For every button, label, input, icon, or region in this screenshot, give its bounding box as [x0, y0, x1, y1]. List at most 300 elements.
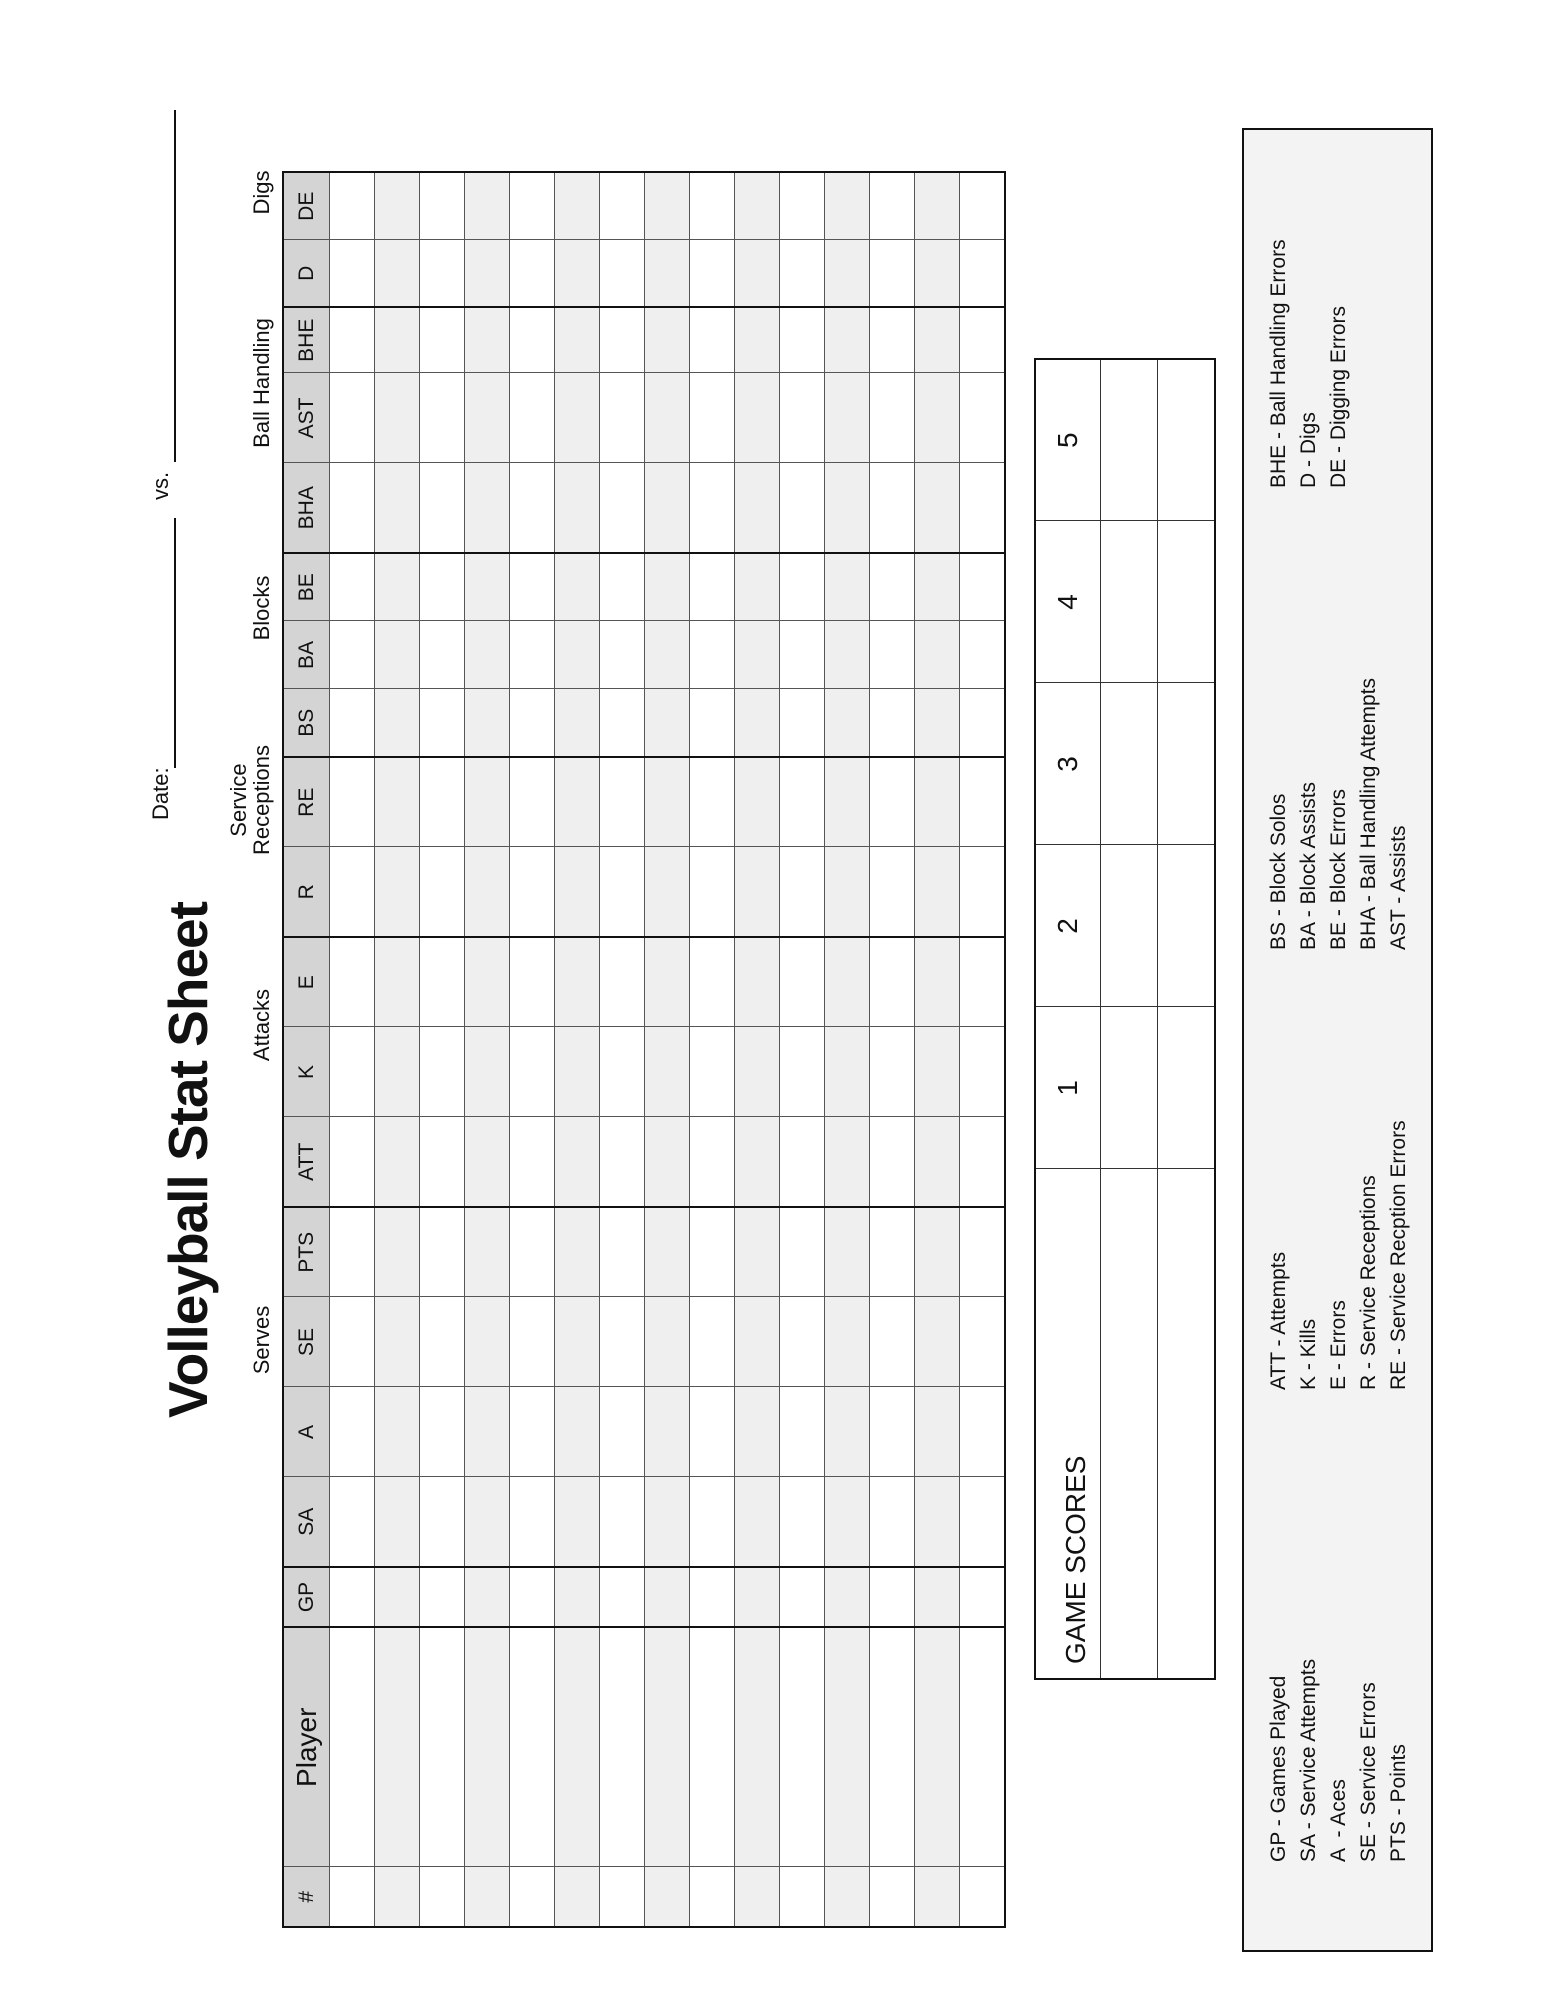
stat-cell[interactable] [555, 463, 600, 553]
stat-cell[interactable] [915, 1627, 960, 1867]
stat-cell[interactable] [870, 847, 915, 937]
stat-cell[interactable] [600, 553, 645, 621]
stat-cell[interactable] [555, 553, 600, 621]
stat-cell[interactable] [555, 172, 600, 240]
stat-cell[interactable] [375, 1567, 420, 1627]
stat-cell[interactable] [870, 621, 915, 689]
stat-cell[interactable] [780, 937, 825, 1027]
stat-cell[interactable] [780, 1027, 825, 1117]
stat-cell[interactable] [960, 1117, 1006, 1207]
score-cell[interactable] [1101, 845, 1158, 1007]
stat-cell[interactable] [465, 621, 510, 689]
stat-cell[interactable] [510, 553, 555, 621]
score-cell[interactable] [1158, 359, 1216, 521]
stat-cell[interactable] [465, 172, 510, 240]
stat-cell[interactable] [735, 1387, 780, 1477]
stat-cell[interactable] [735, 621, 780, 689]
stat-cell[interactable] [375, 1297, 420, 1387]
stat-cell[interactable] [375, 463, 420, 553]
stat-cell[interactable] [915, 1297, 960, 1387]
stat-cell[interactable] [915, 240, 960, 307]
stat-cell[interactable] [735, 1477, 780, 1567]
stat-cell[interactable] [645, 553, 690, 621]
stat-cell[interactable] [600, 847, 645, 937]
stat-cell[interactable] [465, 1567, 510, 1627]
stat-cell[interactable] [555, 1387, 600, 1477]
stat-cell[interactable] [465, 689, 510, 757]
stat-cell[interactable] [465, 240, 510, 307]
stat-cell[interactable] [690, 1567, 735, 1627]
stat-cell[interactable] [420, 1627, 465, 1867]
stat-cell[interactable] [420, 689, 465, 757]
stat-cell[interactable] [645, 689, 690, 757]
stat-cell[interactable] [375, 1867, 420, 1927]
stat-cell[interactable] [870, 1117, 915, 1207]
stat-cell[interactable] [600, 1867, 645, 1927]
stat-cell[interactable] [420, 937, 465, 1027]
stat-cell[interactable] [960, 1627, 1006, 1867]
stat-cell[interactable] [375, 1117, 420, 1207]
stat-cell[interactable] [915, 1567, 960, 1627]
stat-cell[interactable] [555, 847, 600, 937]
stat-cell[interactable] [600, 621, 645, 689]
stat-cell[interactable] [960, 240, 1006, 307]
stat-cell[interactable] [645, 1027, 690, 1117]
stat-cell[interactable] [330, 240, 375, 307]
stat-cell[interactable] [375, 1477, 420, 1567]
stat-cell[interactable] [780, 553, 825, 621]
score-cell[interactable] [1101, 521, 1158, 683]
stat-cell[interactable] [465, 937, 510, 1027]
stat-cell[interactable] [780, 1867, 825, 1927]
stat-cell[interactable] [870, 1477, 915, 1567]
score-cell[interactable] [1158, 1007, 1216, 1169]
stat-cell[interactable] [330, 1297, 375, 1387]
stat-cell[interactable] [555, 1477, 600, 1567]
stat-cell[interactable] [825, 1027, 870, 1117]
stat-cell[interactable] [330, 1117, 375, 1207]
stat-cell[interactable] [870, 1207, 915, 1297]
stat-cell[interactable] [645, 1117, 690, 1207]
stat-cell[interactable] [780, 1477, 825, 1567]
stat-cell[interactable] [600, 1477, 645, 1567]
stat-cell[interactable] [510, 1387, 555, 1477]
stat-cell[interactable] [690, 1117, 735, 1207]
stat-cell[interactable] [735, 307, 780, 373]
stat-cell[interactable] [690, 1207, 735, 1297]
stat-cell[interactable] [555, 757, 600, 847]
stat-cell[interactable] [420, 240, 465, 307]
stat-cell[interactable] [825, 847, 870, 937]
stat-cell[interactable] [690, 1867, 735, 1927]
stat-cell[interactable] [510, 240, 555, 307]
stat-cell[interactable] [780, 1207, 825, 1297]
opponent-field[interactable] [174, 110, 176, 462]
stat-cell[interactable] [960, 307, 1006, 373]
stat-cell[interactable] [510, 1207, 555, 1297]
stat-cell[interactable] [465, 1027, 510, 1117]
stat-cell[interactable] [780, 1567, 825, 1627]
stat-cell[interactable] [960, 553, 1006, 621]
stat-cell[interactable] [330, 937, 375, 1027]
stat-cell[interactable] [330, 463, 375, 553]
stat-cell[interactable] [915, 1387, 960, 1477]
stat-cell[interactable] [780, 373, 825, 463]
stat-cell[interactable] [330, 1477, 375, 1567]
stat-cell[interactable] [960, 847, 1006, 937]
stat-cell[interactable] [420, 757, 465, 847]
stat-cell[interactable] [420, 847, 465, 937]
stat-cell[interactable] [375, 621, 420, 689]
stat-cell[interactable] [915, 172, 960, 240]
stat-cell[interactable] [870, 1567, 915, 1627]
stat-cell[interactable] [330, 1567, 375, 1627]
stat-cell[interactable] [690, 1627, 735, 1867]
stat-cell[interactable] [780, 1387, 825, 1477]
stat-cell[interactable] [870, 757, 915, 847]
stat-cell[interactable] [690, 172, 735, 240]
stat-cell[interactable] [555, 373, 600, 463]
stat-cell[interactable] [510, 1867, 555, 1927]
stat-cell[interactable] [960, 1477, 1006, 1567]
stat-cell[interactable] [690, 757, 735, 847]
stat-cell[interactable] [420, 1477, 465, 1567]
stat-cell[interactable] [600, 1297, 645, 1387]
stat-cell[interactable] [825, 1207, 870, 1297]
stat-cell[interactable] [375, 307, 420, 373]
stat-cell[interactable] [915, 1207, 960, 1297]
stat-cell[interactable] [915, 757, 960, 847]
stat-cell[interactable] [330, 307, 375, 373]
stat-cell[interactable] [330, 1207, 375, 1297]
stat-cell[interactable] [510, 1027, 555, 1117]
score-cell[interactable] [1101, 359, 1158, 521]
stat-cell[interactable] [960, 1297, 1006, 1387]
stat-cell[interactable] [870, 240, 915, 307]
stat-cell[interactable] [330, 373, 375, 463]
stat-cell[interactable] [870, 373, 915, 463]
stat-cell[interactable] [555, 621, 600, 689]
stat-cell[interactable] [735, 373, 780, 463]
stat-cell[interactable] [420, 1567, 465, 1627]
stat-cell[interactable] [780, 1117, 825, 1207]
stat-cell[interactable] [960, 1567, 1006, 1627]
stat-cell[interactable] [870, 1027, 915, 1117]
stat-cell[interactable] [420, 1027, 465, 1117]
stat-cell[interactable] [375, 240, 420, 307]
stat-cell[interactable] [870, 1627, 915, 1867]
stat-cell[interactable] [600, 1207, 645, 1297]
stat-cell[interactable] [690, 1297, 735, 1387]
stat-cell[interactable] [420, 1297, 465, 1387]
stat-cell[interactable] [735, 1117, 780, 1207]
stat-cell[interactable] [465, 847, 510, 937]
stat-cell[interactable] [690, 1477, 735, 1567]
stat-cell[interactable] [645, 1477, 690, 1567]
stat-cell[interactable] [780, 621, 825, 689]
stat-cell[interactable] [960, 689, 1006, 757]
stat-cell[interactable] [330, 757, 375, 847]
stat-cell[interactable] [510, 847, 555, 937]
stat-cell[interactable] [825, 373, 870, 463]
score-cell[interactable] [1158, 845, 1216, 1007]
stat-cell[interactable] [780, 689, 825, 757]
stat-cell[interactable] [465, 1627, 510, 1867]
stat-cell[interactable] [960, 621, 1006, 689]
stat-cell[interactable] [645, 463, 690, 553]
stat-cell[interactable] [960, 1027, 1006, 1117]
stat-cell[interactable] [330, 1027, 375, 1117]
stat-cell[interactable] [375, 172, 420, 240]
stat-cell[interactable] [825, 1117, 870, 1207]
stat-cell[interactable] [375, 1027, 420, 1117]
stat-cell[interactable] [735, 553, 780, 621]
stat-cell[interactable] [825, 1297, 870, 1387]
stat-cell[interactable] [555, 1297, 600, 1387]
stat-cell[interactable] [465, 1117, 510, 1207]
stat-cell[interactable] [870, 172, 915, 240]
stat-cell[interactable] [780, 240, 825, 307]
stat-cell[interactable] [915, 553, 960, 621]
stat-cell[interactable] [555, 1207, 600, 1297]
stat-cell[interactable] [645, 240, 690, 307]
stat-cell[interactable] [690, 463, 735, 553]
stat-cell[interactable] [330, 847, 375, 937]
stat-cell[interactable] [780, 307, 825, 373]
stat-cell[interactable] [600, 1627, 645, 1867]
stat-cell[interactable] [735, 1207, 780, 1297]
stat-cell[interactable] [690, 373, 735, 463]
stat-cell[interactable] [645, 307, 690, 373]
stat-cell[interactable] [870, 937, 915, 1027]
stat-cell[interactable] [870, 463, 915, 553]
stat-cell[interactable] [825, 937, 870, 1027]
stat-cell[interactable] [735, 757, 780, 847]
stat-cell[interactable] [960, 757, 1006, 847]
stat-cell[interactable] [420, 172, 465, 240]
stat-cell[interactable] [915, 1027, 960, 1117]
stat-cell[interactable] [465, 1387, 510, 1477]
stat-cell[interactable] [645, 1867, 690, 1927]
stat-cell[interactable] [735, 937, 780, 1027]
stat-cell[interactable] [825, 463, 870, 553]
stat-cell[interactable] [780, 847, 825, 937]
stat-cell[interactable] [915, 937, 960, 1027]
stat-cell[interactable] [420, 1207, 465, 1297]
stat-cell[interactable] [690, 1027, 735, 1117]
stat-cell[interactable] [375, 689, 420, 757]
stat-cell[interactable] [375, 373, 420, 463]
stat-cell[interactable] [735, 1627, 780, 1867]
stat-cell[interactable] [735, 1027, 780, 1117]
stat-cell[interactable] [420, 1867, 465, 1927]
stat-cell[interactable] [870, 1297, 915, 1387]
stat-cell[interactable] [600, 1387, 645, 1477]
stat-cell[interactable] [870, 1867, 915, 1927]
stat-cell[interactable] [735, 1567, 780, 1627]
stat-cell[interactable] [465, 1867, 510, 1927]
stat-cell[interactable] [600, 1117, 645, 1207]
stat-cell[interactable] [780, 757, 825, 847]
stat-cell[interactable] [645, 1297, 690, 1387]
stat-cell[interactable] [510, 1567, 555, 1627]
stat-cell[interactable] [735, 1867, 780, 1927]
stat-cell[interactable] [645, 1567, 690, 1627]
stat-cell[interactable] [510, 757, 555, 847]
stat-cell[interactable] [780, 463, 825, 553]
stat-cell[interactable] [555, 689, 600, 757]
stat-cell[interactable] [420, 1117, 465, 1207]
stat-cell[interactable] [825, 1627, 870, 1867]
stat-cell[interactable] [735, 172, 780, 240]
stat-cell[interactable] [960, 1387, 1006, 1477]
stat-cell[interactable] [960, 373, 1006, 463]
stat-cell[interactable] [690, 621, 735, 689]
stat-cell[interactable] [420, 307, 465, 373]
stat-cell[interactable] [825, 240, 870, 307]
stat-cell[interactable] [465, 1477, 510, 1567]
stat-cell[interactable] [510, 1297, 555, 1387]
stat-cell[interactable] [375, 1387, 420, 1477]
stat-cell[interactable] [825, 689, 870, 757]
stat-cell[interactable] [510, 172, 555, 240]
stat-cell[interactable] [330, 1867, 375, 1927]
score-cell[interactable] [1101, 683, 1158, 845]
stat-cell[interactable] [735, 463, 780, 553]
stat-cell[interactable] [825, 172, 870, 240]
stat-cell[interactable] [690, 307, 735, 373]
stat-cell[interactable] [960, 1867, 1006, 1927]
stat-cell[interactable] [420, 621, 465, 689]
stat-cell[interactable] [465, 553, 510, 621]
stat-cell[interactable] [870, 1387, 915, 1477]
stat-cell[interactable] [780, 1627, 825, 1867]
stat-cell[interactable] [825, 757, 870, 847]
stat-cell[interactable] [510, 373, 555, 463]
stat-cell[interactable] [600, 689, 645, 757]
stat-cell[interactable] [330, 689, 375, 757]
stat-cell[interactable] [690, 689, 735, 757]
stat-cell[interactable] [510, 689, 555, 757]
stat-cell[interactable] [555, 937, 600, 1027]
stat-cell[interactable] [690, 553, 735, 621]
stat-cell[interactable] [915, 621, 960, 689]
stat-cell[interactable] [915, 307, 960, 373]
stat-cell[interactable] [510, 1117, 555, 1207]
stat-cell[interactable] [465, 307, 510, 373]
stat-cell[interactable] [555, 240, 600, 307]
stat-cell[interactable] [420, 373, 465, 463]
score-cell[interactable] [1158, 521, 1216, 683]
stat-cell[interactable] [600, 1567, 645, 1627]
stat-cell[interactable] [555, 1867, 600, 1927]
stat-cell[interactable] [420, 1387, 465, 1477]
stat-cell[interactable] [600, 307, 645, 373]
stat-cell[interactable] [645, 172, 690, 240]
stat-cell[interactable] [330, 1627, 375, 1867]
stat-cell[interactable] [825, 307, 870, 373]
stat-cell[interactable] [825, 1387, 870, 1477]
stat-cell[interactable] [690, 1387, 735, 1477]
stat-cell[interactable] [420, 553, 465, 621]
stat-cell[interactable] [960, 172, 1006, 240]
stat-cell[interactable] [375, 1627, 420, 1867]
stat-cell[interactable] [645, 937, 690, 1027]
stat-cell[interactable] [600, 1027, 645, 1117]
team-name-cell[interactable] [1158, 1169, 1216, 1679]
stat-cell[interactable] [600, 172, 645, 240]
stat-cell[interactable] [690, 240, 735, 307]
stat-cell[interactable] [960, 1207, 1006, 1297]
stat-cell[interactable] [465, 1297, 510, 1387]
stat-cell[interactable] [915, 373, 960, 463]
stat-cell[interactable] [375, 553, 420, 621]
stat-cell[interactable] [510, 1477, 555, 1567]
stat-cell[interactable] [375, 847, 420, 937]
stat-cell[interactable] [555, 1627, 600, 1867]
stat-cell[interactable] [735, 847, 780, 937]
team-name-cell[interactable] [1101, 1169, 1158, 1679]
stat-cell[interactable] [780, 1297, 825, 1387]
stat-cell[interactable] [510, 1627, 555, 1867]
stat-cell[interactable] [960, 937, 1006, 1027]
stat-cell[interactable] [375, 937, 420, 1027]
stat-cell[interactable] [645, 621, 690, 689]
stat-cell[interactable] [465, 373, 510, 463]
stat-cell[interactable] [555, 307, 600, 373]
stat-cell[interactable] [825, 1567, 870, 1627]
stat-cell[interactable] [735, 240, 780, 307]
stat-cell[interactable] [510, 463, 555, 553]
score-cell[interactable] [1158, 683, 1216, 845]
stat-cell[interactable] [645, 847, 690, 937]
stat-cell[interactable] [330, 553, 375, 621]
stat-cell[interactable] [915, 847, 960, 937]
stat-cell[interactable] [960, 463, 1006, 553]
stat-cell[interactable] [825, 1867, 870, 1927]
stat-cell[interactable] [600, 937, 645, 1027]
stat-cell[interactable] [375, 757, 420, 847]
stat-cell[interactable] [870, 689, 915, 757]
stat-cell[interactable] [420, 463, 465, 553]
stat-cell[interactable] [825, 553, 870, 621]
stat-cell[interactable] [645, 1387, 690, 1477]
stat-cell[interactable] [690, 937, 735, 1027]
stat-cell[interactable] [330, 621, 375, 689]
stat-cell[interactable] [510, 621, 555, 689]
stat-cell[interactable] [465, 1207, 510, 1297]
stat-cell[interactable] [465, 463, 510, 553]
stat-cell[interactable] [510, 307, 555, 373]
stat-cell[interactable] [645, 757, 690, 847]
stat-cell[interactable] [600, 463, 645, 553]
stat-cell[interactable] [915, 1477, 960, 1567]
stat-cell[interactable] [690, 847, 735, 937]
stat-cell[interactable] [510, 937, 555, 1027]
stat-cell[interactable] [780, 172, 825, 240]
stat-cell[interactable] [825, 621, 870, 689]
stat-cell[interactable] [735, 1297, 780, 1387]
stat-cell[interactable] [375, 1207, 420, 1297]
stat-cell[interactable] [915, 1867, 960, 1927]
stat-cell[interactable] [600, 373, 645, 463]
stat-cell[interactable] [465, 757, 510, 847]
stat-cell[interactable] [915, 689, 960, 757]
stat-cell[interactable] [825, 1477, 870, 1567]
score-cell[interactable] [1101, 1007, 1158, 1169]
stat-cell[interactable] [600, 757, 645, 847]
stat-cell[interactable] [645, 373, 690, 463]
